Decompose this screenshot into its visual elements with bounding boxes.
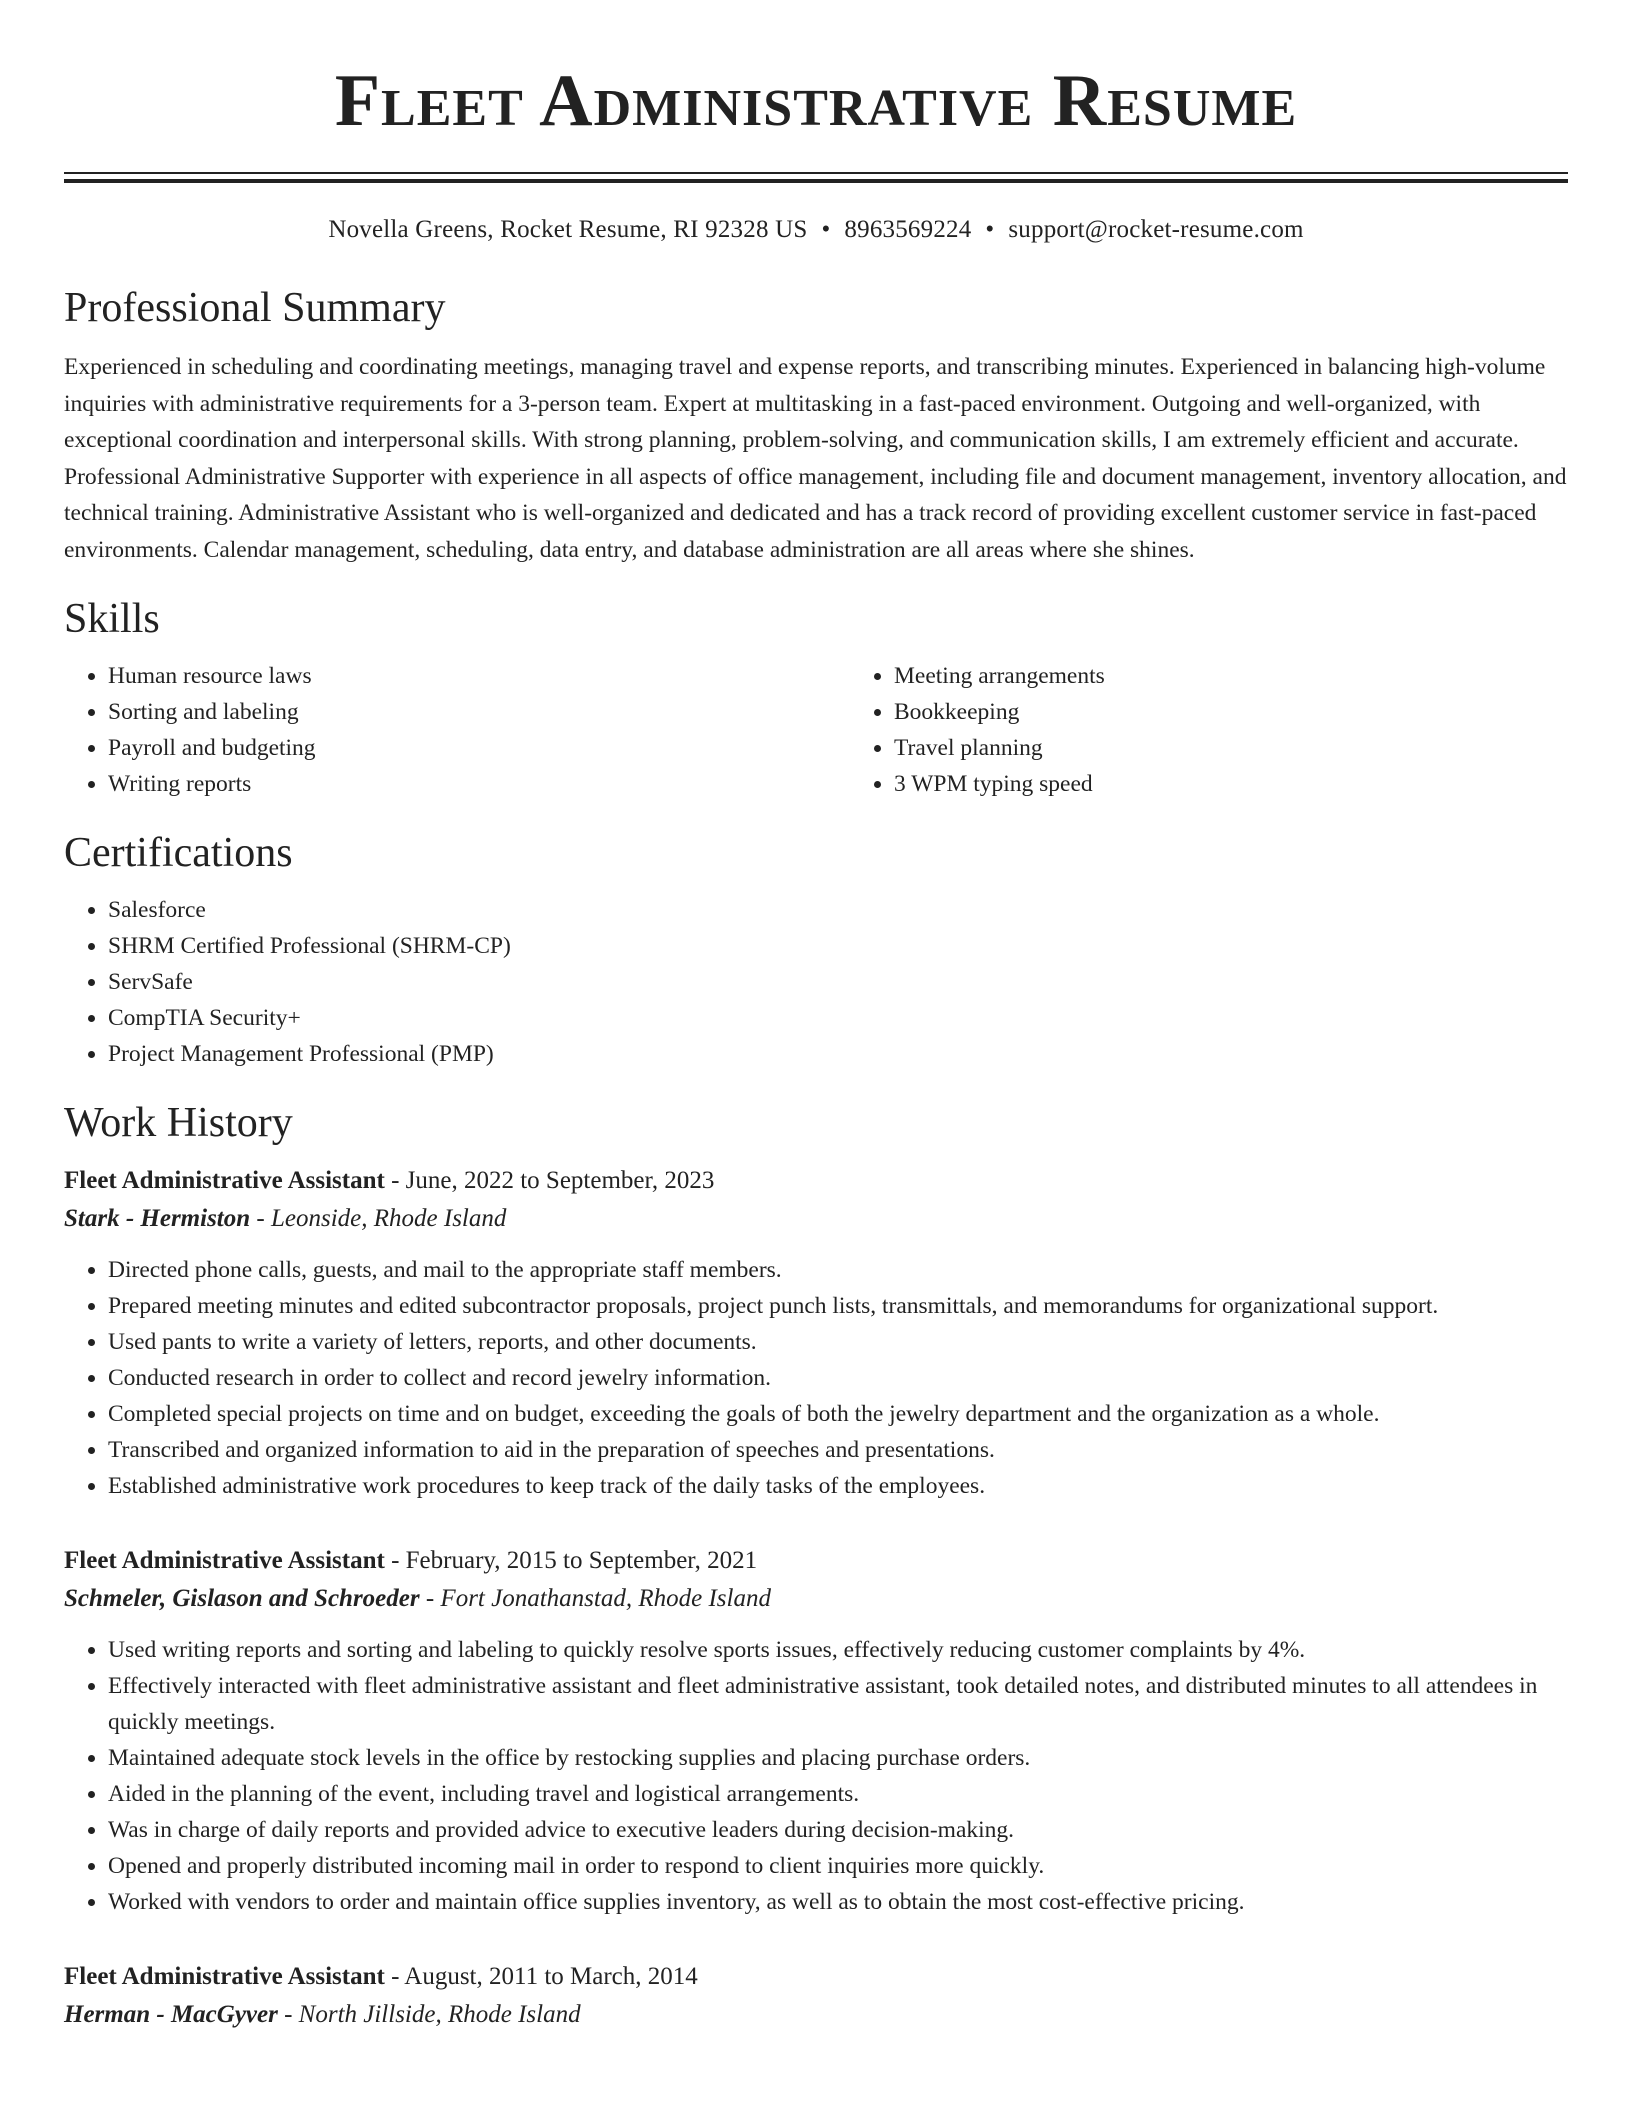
skills-list-left bbox=[64, 658, 850, 802]
skill-item: • Payroll and budgeting bbox=[108, 730, 850, 766]
job-title: Fleet Administrative Assistant bbox=[64, 1963, 385, 1990]
skill-item: • Human resource laws bbox=[108, 658, 850, 694]
job-duty: • Prepared meeting minutes and edited subcontractor proposals, project punch lists, transmittals, and memorandums for organizational support. bbox=[108, 1288, 1568, 1324]
contact-separator: • bbox=[985, 216, 995, 243]
skill-item: • 3 WPM typing speed bbox=[894, 766, 1105, 802]
job-company-line bbox=[64, 1580, 1568, 1618]
skill-item: • Meeting arrangements bbox=[894, 658, 1105, 694]
job-title-line bbox=[64, 1542, 1568, 1580]
job-duties-list bbox=[64, 1632, 1568, 1920]
job-duty: • Used writing reports and sorting and labeling to quickly resolve sports issues, effectively reducing customer complaints by 4%. bbox=[108, 1632, 1568, 1668]
contact-separator: • bbox=[821, 216, 831, 243]
skills-heading: Skills bbox=[64, 596, 160, 642]
work-history-heading: Work History bbox=[64, 1100, 293, 1146]
job-company: Schmeler, Gislason and Schroeder bbox=[64, 1585, 420, 1612]
job-entry bbox=[64, 1162, 1568, 1504]
job-dates: - August, 2011 to March, 2014 bbox=[384, 1963, 698, 1990]
job-title-line bbox=[64, 1162, 1568, 1200]
job-location: - Leonside, Rhode Island bbox=[250, 1205, 507, 1232]
certification-item: • SHRM Certified Professional (SHRM-CP) bbox=[108, 928, 1568, 964]
job-duty: • Effectively interacted with fleet administrative assistant and fleet administrative assistant, took detailed notes, and distributed minutes to all attendees in quickly meetings. bbox=[108, 1668, 1568, 1740]
job-duty: • Completed special projects on time and on budget, exceeding the goals of both the jewelry department and the organization as a whole. bbox=[108, 1396, 1568, 1432]
skill-item: • Bookkeeping bbox=[894, 694, 1105, 730]
certifications-list bbox=[64, 892, 1568, 1072]
certification-item: • ServSafe bbox=[108, 964, 1568, 1000]
job-dates: - June, 2022 to September, 2023 bbox=[384, 1167, 715, 1194]
job-location: - North Jillside, Rhode Island bbox=[277, 2001, 581, 2028]
contact-phone: 8963569224 bbox=[844, 216, 972, 243]
job-duty: • Aided in the planning of the event, including travel and logistical arrangements. bbox=[108, 1776, 1568, 1812]
skills-grid bbox=[64, 658, 1568, 802]
job-entry bbox=[64, 1958, 1568, 2034]
job-title: Fleet Administrative Assistant bbox=[64, 1547, 385, 1574]
job-company: Stark - Hermiston bbox=[64, 1205, 251, 1232]
summary-heading: Professional Summary bbox=[64, 285, 446, 331]
job-title: Fleet Administrative Assistant bbox=[64, 1167, 385, 1194]
certification-item: • Salesforce bbox=[108, 892, 1568, 928]
skill-item: • Travel planning bbox=[894, 730, 1105, 766]
job-company-line bbox=[64, 1200, 1568, 1238]
job-duty: • Maintained adequate stock levels in the office by restocking supplies and placing purchase orders. bbox=[108, 1740, 1568, 1776]
skills-list-right bbox=[850, 658, 1105, 802]
summary-text: Experienced in scheduling and coordinating meetings, managing travel and expense reports, and transcribing minutes. Experienced in balancing high-volume inquiries with administrative requirements for a 3-person team. Expert at multitasking in a fast-paced environment. Outgoing and well-organized, with exceptional coordination and interpersonal skills. With strong planning, problem-solving, and communication skills, I am extremely efficient and accurate. Professional Administrative Supporter with experience in all aspects of office management, including file and document management, inventory allocation, and technical training. Administrative Assistant who is well-organized and dedicated and has a track record of providing excellent customer service in fast-paced environments. Calendar management, scheduling, data entry, and database administration are all areas where she shines. bbox=[64, 354, 1567, 563]
job-duty: • Established administrative work procedures to keep track of the daily tasks of the employees. bbox=[108, 1468, 1568, 1504]
title-double-rule bbox=[64, 172, 1568, 183]
job-duty: • Was in charge of daily reports and provided advice to executive leaders during decision-making. bbox=[108, 1812, 1568, 1848]
job-company: Herman - MacGyver bbox=[64, 2001, 278, 2028]
certification-item: • CompTIA Security+ bbox=[108, 1000, 1568, 1036]
job-title-line bbox=[64, 1958, 1568, 1996]
job-duty: • Directed phone calls, guests, and mail to the appropriate staff members. bbox=[108, 1252, 1568, 1288]
resume-title: Fleet Administrative Resume bbox=[334, 60, 1298, 142]
job-dates: - February, 2015 to September, 2021 bbox=[384, 1547, 758, 1574]
job-duty: • Conducted research in order to collect and record jewelry information. bbox=[108, 1360, 1568, 1396]
job-duty: • Used pants to write a variety of letters, reports, and other documents. bbox=[108, 1324, 1568, 1360]
contact-address: Novella Greens, Rocket Resume, RI 92328 US bbox=[328, 216, 808, 243]
contact-line bbox=[64, 215, 1568, 245]
certifications-heading: Certifications bbox=[64, 830, 293, 876]
contact-email: support@rocket-resume.com bbox=[1008, 216, 1304, 243]
job-duty: • Transcribed and organized information to aid in the preparation of speeches and presentations. bbox=[108, 1432, 1568, 1468]
skill-item: • Writing reports bbox=[108, 766, 850, 802]
skill-item: • Sorting and labeling bbox=[108, 694, 850, 730]
job-duties-list bbox=[64, 1252, 1568, 1504]
job-company-line bbox=[64, 1996, 1568, 2034]
job-duty: • Opened and properly distributed incoming mail in order to respond to client inquiries more quickly. bbox=[108, 1848, 1568, 1884]
job-duty: • Worked with vendors to order and maintain office supplies inventory, as well as to obtain the most cost-effective pricing. bbox=[108, 1884, 1568, 1920]
certification-item: • Project Management Professional (PMP) bbox=[108, 1036, 1568, 1072]
job-location: - Fort Jonathanstad, Rhode Island bbox=[419, 1585, 771, 1612]
job-entry bbox=[64, 1542, 1568, 1920]
